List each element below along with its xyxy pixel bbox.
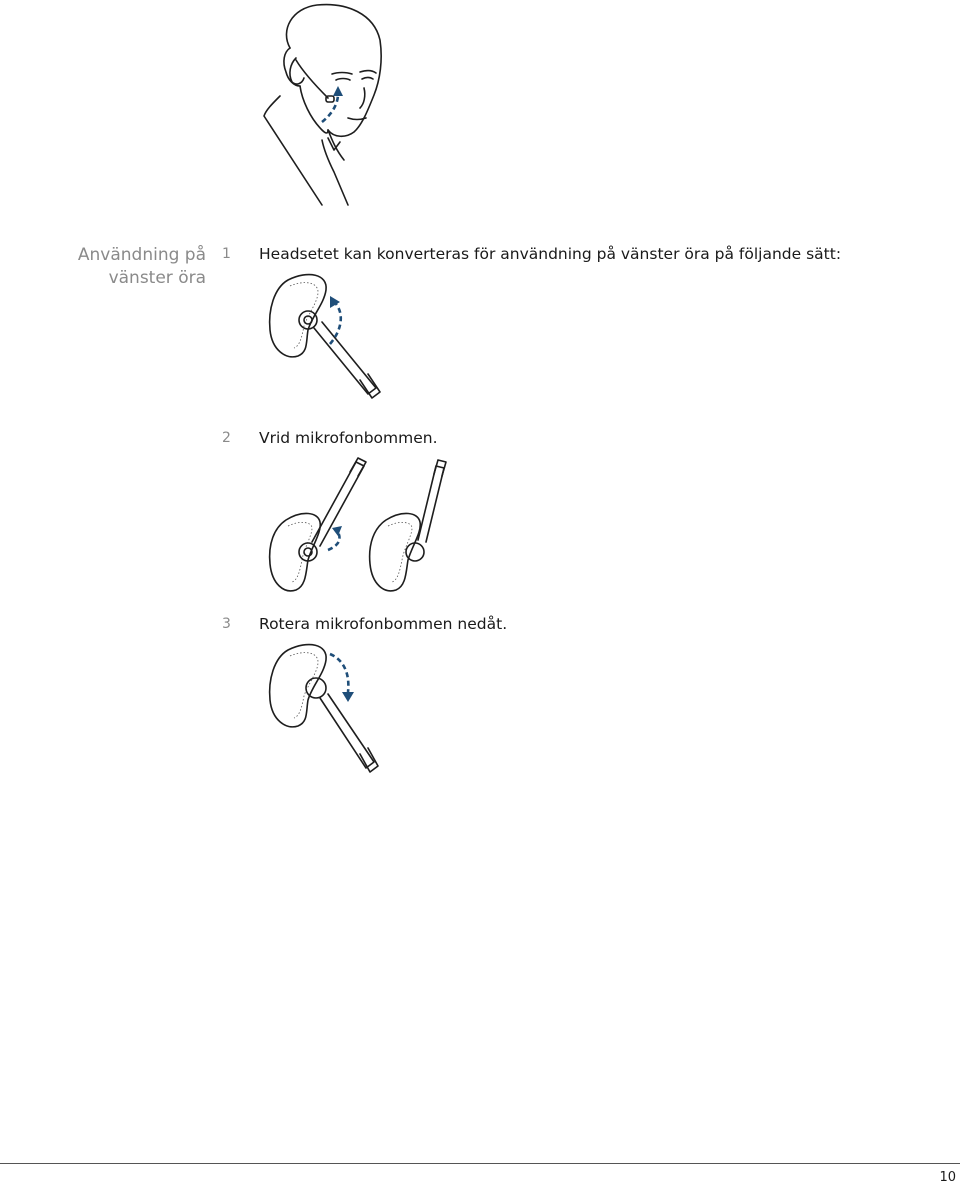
page-number: 10 bbox=[939, 1170, 956, 1185]
step-2-text: Vrid mikrofonbommen. bbox=[259, 429, 438, 447]
step-3-number: 3 bbox=[222, 616, 231, 632]
step-1-number: 1 bbox=[222, 246, 231, 262]
footer-divider bbox=[0, 1163, 960, 1164]
step-3-text: Rotera mikrofonbommen nedåt. bbox=[259, 615, 508, 633]
headset-boom-flip-illustration bbox=[268, 270, 388, 410]
step-1-text: Headsetet kan konverteras för användning på vänster öra på följande sätt: bbox=[259, 245, 842, 263]
headset-boom-rotate-illustration bbox=[268, 456, 458, 601]
step-2-number: 2 bbox=[222, 430, 231, 446]
headset-boom-rotate-down-illustration bbox=[268, 640, 388, 780]
man-wearing-headset-illustration bbox=[262, 0, 392, 210]
section-title: Användning på vänster öra bbox=[77, 245, 206, 288]
